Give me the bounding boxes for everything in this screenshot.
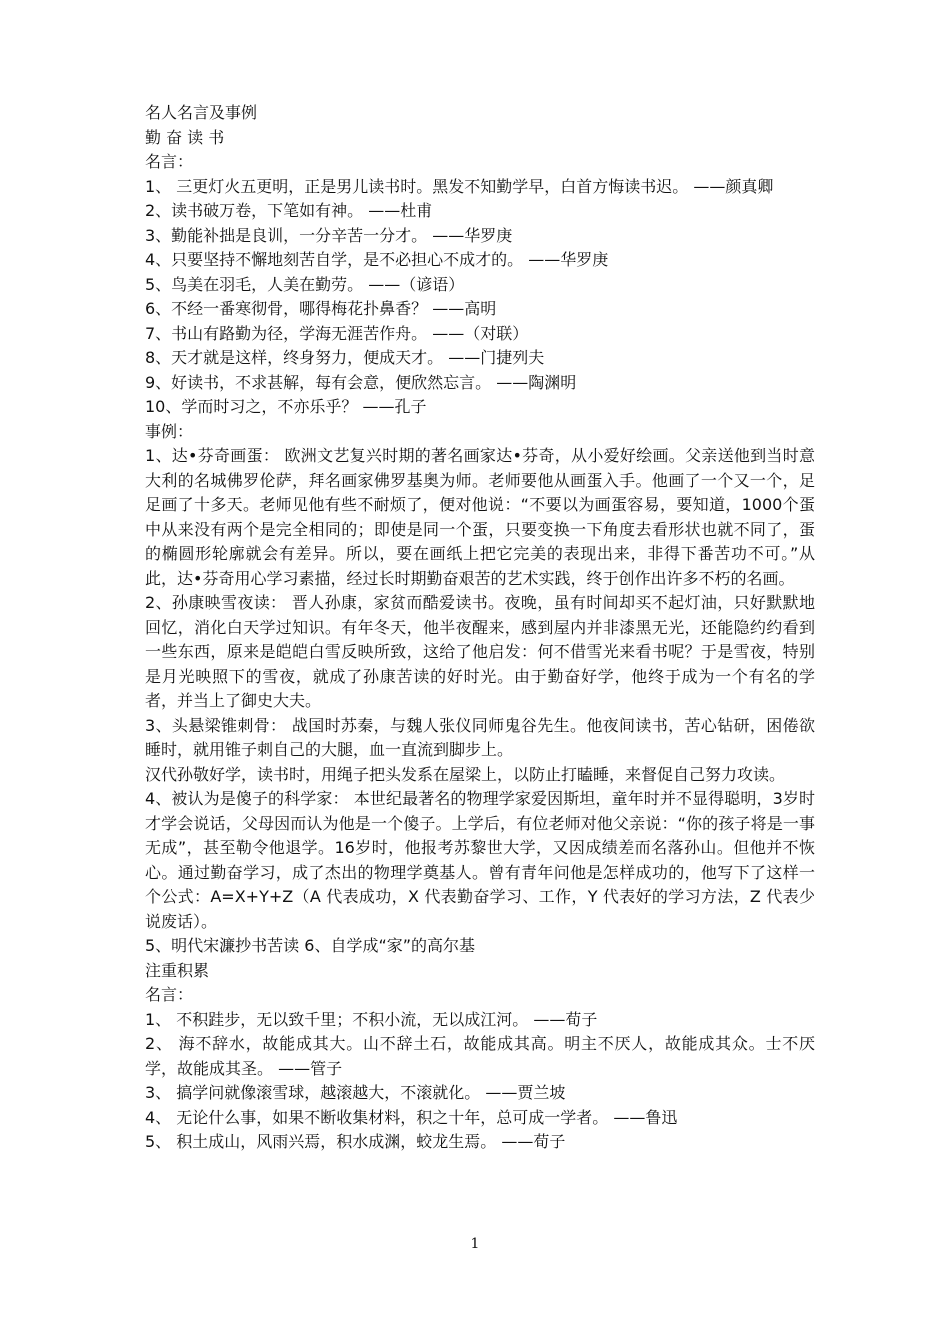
quote-item: 4、只要坚持不懈地刻苦自学，是不必担心不成才的。 ——华罗庚 [145, 250, 609, 269]
document-title: 名人名言及事例 [145, 103, 258, 122]
quotes-label: 名言： [145, 985, 194, 1004]
quote-item: 9、好读书，不求甚解，每有会意，便欣然忘言。 ——陶渊明 [145, 372, 577, 392]
quote-item: 1、 三更灯火五更明，正是男儿读书时。黑发不知勤学早，白首方悔读书迟。 ——颜真卿 [145, 176, 774, 196]
document-body [145, 101, 815, 1155]
quote-item: 7、书山有路勤为径，学海无涯苦作舟。 ——（对联） [145, 323, 529, 343]
quote-item: 3、 搞学问就像滚雪球，越滚越大，不滚就化。 ——贾兰坡 [145, 1083, 566, 1102]
quote-item: 1、 不积跬步，无以致千里；不积小流，无以成江河。 ——荀子 [145, 1009, 598, 1029]
quote-item: 5、 积土成山，风雨兴焉，积水成渊，蛟龙生焉。 ——荀子 [145, 1132, 566, 1151]
quote-item: 5、鸟美在羽毛，人美在勤劳。 ——（谚语） [145, 274, 465, 294]
example-paragraph: 汉代孙敬好学，读书时，用绳子把头发系在屋梁上，以防止打瞌睡，来督促自己努力攻读。 [145, 764, 786, 784]
quotes-label: 名言： [145, 152, 194, 171]
example-paragraph: 3、头悬梁锥刺骨： 战国时苏秦，与魏人张仪同师鬼谷先生。他夜间读书，苦心钻研，困倦欲睡时，就用锥子刺自己的大腿，血一直流到脚步上。 [145, 715, 815, 759]
page-number: 1 [470, 1236, 480, 1252]
example-paragraph: 1、达•芬奇画蛋： 欧洲文艺复兴时期的著名画家达•芬奇，从小爱好绘画。父亲送他到当时意大利的名城佛罗伦萨，拜名画家佛罗基奥为师。老师要他从画蛋入手。他画了一个又一个，足足画了十多天。老师见他有些不耐烦了，便对他说：“不要以为画蛋容易，要知道，1000个蛋中从来没有两个是完全相同的；即使是同一个蛋，只要变换一下角度去看形状也就不同了，蛋的椭圆形轮廓就会有差异。所以，要在画纸上把它完美的表现出来，非得下番苦功不可。”从此，达•芬奇用心学习素描，经过长时期勤奋艰苦的艺术实践，终于创作出许多不朽的名画。 [145, 446, 815, 588]
example-paragraph: 4、被认为是傻子的科学家： 本世纪最著名的物理学家爱因斯坦，童年时并不显得聪明，3岁时才学会说话，父母因而认为他是一个傻子。上学后，有位老师对他父亲说：“你的孩子将是一事无成”，甚至勒令他退学。16岁时，他报考苏黎世大学，又因成绩差而名落孙山。但他并不恢心。通过勤奋学习，成了杰出的物理学奠基人。曾有青年问他是怎样成功的，他写下了这样一个公式：A=X+Y+Z（A 代表成功，X 代表勤奋学习、工作，Y 代表好的学习方法，Z 代表少说废话）。 [145, 789, 815, 931]
quote-item: 4、 无论什么事，如果不断收集材料，积之十年，总可成一学者。 ——鲁迅 [145, 1107, 678, 1127]
quote-item: 3、勤能补拙是良训，一分辛苦一分才。 ——华罗庚 [145, 225, 513, 245]
examples-label: 事例： [145, 421, 194, 441]
example-paragraph: 2、孙康映雪夜读： 晋人孙康，家贫而酷爱读书。夜晚，虽有时间却买不起灯油，只好默默地回忆，消化白天学过知识。有年冬天，他半夜醒来，感到屋内并非漆黑无光，还能隐约约看到一些东西，原来是皑皑白雪反映所致，这给了他启发：何不借雪光来看书呢？于是雪夜，特别是月光映照下的雪夜，就成了孙康苦读的好时光。由于勤奋好学，他终于成为一个有名的学者，并当上了御史大夫。 [145, 593, 815, 710]
quote-item: 10、学而时习之，不亦乐乎？ ——孔子 [145, 397, 427, 416]
quote-item: 2、 海不辞水，故能成其大。山不辞土石，故能成其高。明主不厌人，故能成其众。士不厌学，故能成其圣。 ——管子 [145, 1034, 815, 1078]
section-heading-accumulation: 注重积累 [145, 960, 210, 980]
quote-item: 2、读书破万卷，下笔如有神。 ——杜甫 [145, 201, 433, 220]
quote-item: 8、天才就是这样，终身努力，便成天才。 ——门捷列夫 [145, 348, 545, 367]
section-heading-diligent-reading: 勤 奋 读 书 [145, 127, 225, 147]
quote-item: 6、不经一番寒彻骨，哪得梅花扑鼻香？ ——高明 [145, 299, 497, 318]
example-paragraph: 5、明代宋濂抄书苦读 6、自学成“家”的高尔基 [145, 936, 476, 955]
